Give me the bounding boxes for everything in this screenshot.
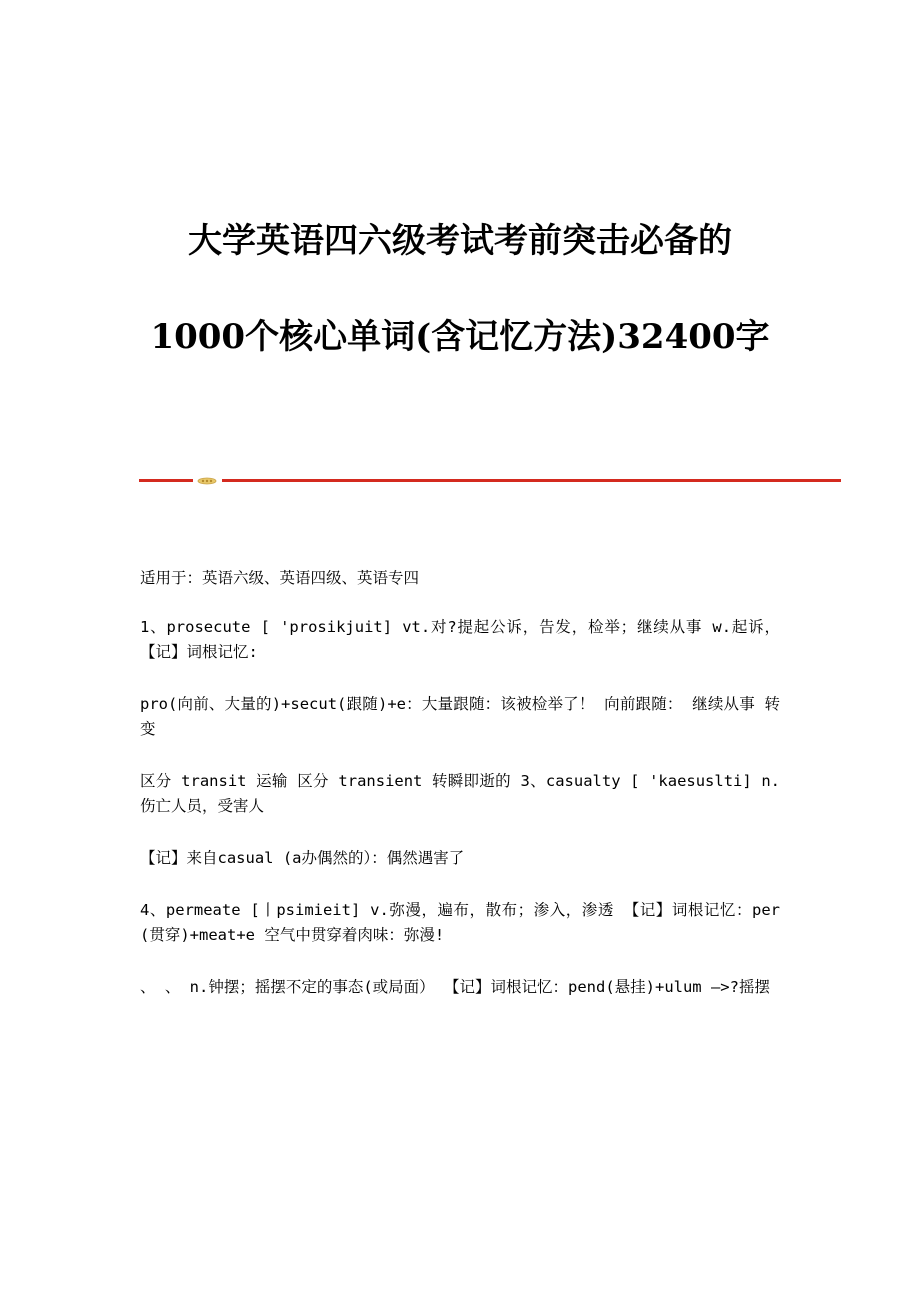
- entry-paragraph: 【记】来自casual (a办偶然的）：偶然遇害了: [140, 849, 465, 867]
- entry-paragraph: pro(向前、大量的)+secut(跟随)+e：大量跟随：该被检举了！ 向前跟随： 继续从事 转变: [140, 695, 780, 738]
- divider-right-segment: [222, 479, 841, 482]
- applicable-exams-line: 适用于：英语六级、英语四级、英语专四: [140, 569, 420, 587]
- entry-paragraph: 4、permeate [丨psimieit] v.弥漫，遍布，散布；渗入，渗透 【记】词根记忆：per(贯穿)+meat+e 空气中贯穿着肉味：弥漫!: [140, 901, 780, 944]
- document-title-line-1: 大学英语四六级考试考前突击必备的: [188, 221, 732, 261]
- entry-paragraph: 区分 transit 运输 区分 transient 转瞬即逝的 3、casualty [ 'kaesuslti] n.伤亡人员，受害人: [140, 772, 780, 815]
- entry-paragraph: 、 、 n.钟摆；摇摆不定的事态(或局面） 【记】词根记忆：pend(悬挂)+ulum —>?摇摆: [140, 978, 770, 996]
- divider-left-segment: [139, 479, 193, 482]
- title-divider: [139, 477, 841, 485]
- document-body: [140, 566, 780, 1027]
- document-title-line-2: 1000个核心单词(含记忆方法)32400字: [150, 317, 770, 357]
- divider-ornament-icon: [197, 477, 217, 485]
- entry-paragraph: 1、prosecute [ 'prosikjuit] vt.对?提起公诉，告发，检举；继续从事 w.起诉， 【记】词根记忆:: [140, 618, 780, 661]
